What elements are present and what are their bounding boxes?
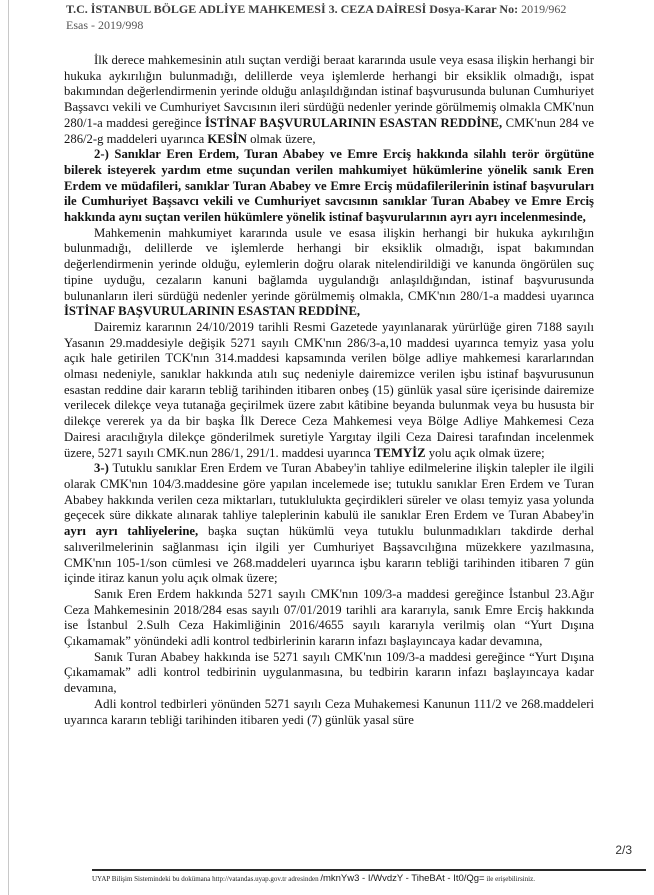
page-number: 2/3	[615, 843, 632, 857]
paragraph	[64, 53, 594, 147]
footer-divider	[92, 869, 646, 871]
bold-text-run: 3-)	[94, 461, 109, 476]
text-run: Adli kontrol tedbirleri yönünden 5271 sayılı Ceza Muhakemesi Kanunun 111/2 ve 268.maddeleri uyarınca kararın tebliği tarihinden itibaren yedi (7) günlük yasal süre	[64, 696, 594, 727]
uyap-footer-note	[92, 873, 648, 884]
bold-text-run: İSTİNAF BAŞVURULARININ ESASTAN REDDİNE,	[64, 304, 361, 319]
paragraph	[64, 697, 594, 728]
paragraph	[64, 226, 594, 320]
paragraph	[64, 320, 594, 461]
court-title: T.C. İSTANBUL BÖLGE ADLİYE MAHKEMESİ 3. CEZA DAİRESİ Dosya-Karar No:	[66, 2, 519, 16]
document-header	[66, 2, 581, 33]
text-run: başka suçtan hükümlü veya tutuklu bulunmadıkları takdirde derhal salıverilmelerinin sağlanması için ilgili yer Cumhuriyet Başsavcılığına müzekkere yazılmasına, CMK'nın 105-1/son cümlesi ve 268.maddeleri uyarınca işbu kararın tebliği tarihinden itibaren 7 gün içinde itiraz kanun yolu açık olmak üzere;	[64, 524, 594, 586]
bold-text-run: İSTİNAF BAŞVURULARININ ESASTAN REDDİNE,	[204, 115, 503, 130]
text-run: Mahkemenin mahkumiyet kararında usule ve esasa ilişkin herhangi bir hukuka aykırılığın bulunmadığı, delillerde ve işlemlerde herhangi bir eksiklik olmadığı, ispat bakımından değerlendirmenin yerinde olduğu, eylemlerin doğru olarak nitelendirildiği ve kanunda öngörülen suç tipine uyduğu, cezaların kanuni bağlamda uygulandığı anlaşıldığından, istinaf başvurusunda bulunanların ileri sürdüğü nedenler yerinde görülmemiş olmakla, CMK'nın 280/1-a maddesi uyarınca	[64, 225, 594, 303]
uyap-footer-suffix: ile erişebilirsiniz.	[484, 875, 535, 883]
text-run: Sanık Eren Erdem hakkında 5271 sayılı CMK'nın 109/3-a maddesi gereğince İstanbul 23.Ağır Ceza Mahkemesinin 2018/284 esas sayılı 07/01/2019 tarihli ara kararıyla, sanık Emre Erciş hakkında ise İstanbul 2.Sulh Ceza Hakimliğinin 2016/4655 sayılı kararıyla verilmiş olan “Yurt Dışına Çıkamamak” yönündeki adli kontrol tedbirlerinin kararın infazı başlayıncaya kadar devamına,	[64, 586, 594, 649]
text-run: olmak üzere,	[246, 131, 316, 146]
paragraph	[64, 461, 594, 587]
page-edge-line	[8, 0, 9, 895]
bold-text-run: 2-) Sanıklar Eren Erdem, Turan Ababey ve Emre Erciş hakkında silahlı terör örgütüne bilerek isteyerek yardım etme suçundan verilen mahkumiyet hükümlerine yönelik sanık Eren Erdem ve müdafileri, sanıklar Turan Ababey ve Emre Erciş müdafilerilerinin istinaf başvuruları ile Cumhuriyet Başsavcı vekili ve Cumhuriyet savcısının sanıklar Turan Ababey ve Emre Erciş hakkında aynı suçtan verilen hükümlere yönelik istinaf başvurularının ayrı ayrı incelenmesinde,	[64, 147, 594, 225]
paragraph	[64, 587, 594, 650]
paragraph	[64, 650, 594, 697]
text-run: CMK'nun 284 ve 286/2-g maddeleri uyarınca	[64, 115, 594, 146]
bold-text-run: KESİN	[207, 131, 247, 146]
bold-text-run: TEMYİZ	[374, 445, 426, 460]
text-run: yolu açık olmak üzere;	[425, 445, 545, 460]
uyap-footer-prefix: UYAP Bilişim Sistemindeki bu dokümana http://vatandas.uyap.gov.tr adresinden	[92, 875, 321, 883]
text-run: Tutuklu sanıklar Eren Erdem ve Turan Ababey'in tahliye edilmelerine ilişkin talepler ile ilgili olarak CMK'nın 104/3.maddesine göre yapılan incelemede ise; tutuklu sanıklar Eren Erdem ve Turan Ababey hakkında verilen ceza miktarları, tutuklulukta geçirdikleri süreler ve olası temyiz yasa yolunda geçecek süre dikkate alınarak tahliye taleplerinin kabulü ile sanıklar Eren Erdem ve Turan Ababey'in	[64, 461, 594, 523]
text-run: İlk derece mahkemesinin atılı suçtan verdiği beraat kararında usule veya esasa ilişkin herhangi bir hukuka aykırılığın bulunmadığı, delillerde veya işlemlerde herhangi bir eksiklik olmadığı, ispat bakımından değerlendirmenin yerinde olduğu anlaşıldığından istinaf başvurusunda bulunan Cumhuriyet Başsavcı vekili ve Cumhuriyet Savcısının ileri sürdüğü nedenler yerinde görülmemiş olmakla CMK'nun 280/1-a maddesi gereğince	[64, 53, 594, 130]
case-number: 2019/962 Esas - 2019/998	[66, 2, 567, 32]
document-body	[64, 53, 594, 728]
text-run: Sanık Turan Ababey hakkında ise 5271 sayılı CMK'nın 109/3-a maddesi gereğince “Yurt Dışına Çıkamamak” adli kontrol tedbirinin uygulanmasına, bu tedbirin kararın infazı başlayıncaya kadar devamına,	[64, 649, 594, 696]
uyap-access-code: /mknYw3 - I/WvdzY - TiheBAt - It0/Qg=	[320, 873, 485, 884]
bold-text-run: ayrı ayrı tahliyelerine,	[64, 524, 199, 539]
text-run: Dairemiz kararının 24/10/2019 tarihli Resmi Gazetede yayınlanarak yürürlüğe giren 7188 sayılı Yasanın 29.maddesiyle değişik 5271 sayılı CMK'nın 286/3-a,10 maddesi uyarınca temyiz yasa yolu açık hale getirilen TCK'nın 314.maddesi kapsamında verilen bölge adliye mahkemesi kararlarından olması nedeniyle, sanıklar hakkında atılı suç nedeniyle dairemizce verilen işbu istinaf başvurusunun esastan reddine dair kararın tebliğ tarihinden itibaren onbeş (15) günlük yasal süre içerisinde dairemize verilecek dilekçe veya tutanağa geçirilmek üzere zabıt kâtibine beyanda bulunmak veya bu hususta bir dilekçe vererek ya da bir başka İlk Derece Ceza Mahkemesi veya Bölge Adliye Mahkemesi Ceza Dairesi aracılığıyla dilekçe gönderilmek suretiyle Yargıtay ilgili Ceza Dairesi tarafından incelenmek üzere, 5271 sayılı CMK.nun 286/1, 291/1. maddesi uyarınca	[64, 319, 594, 460]
paragraph	[64, 147, 594, 226]
